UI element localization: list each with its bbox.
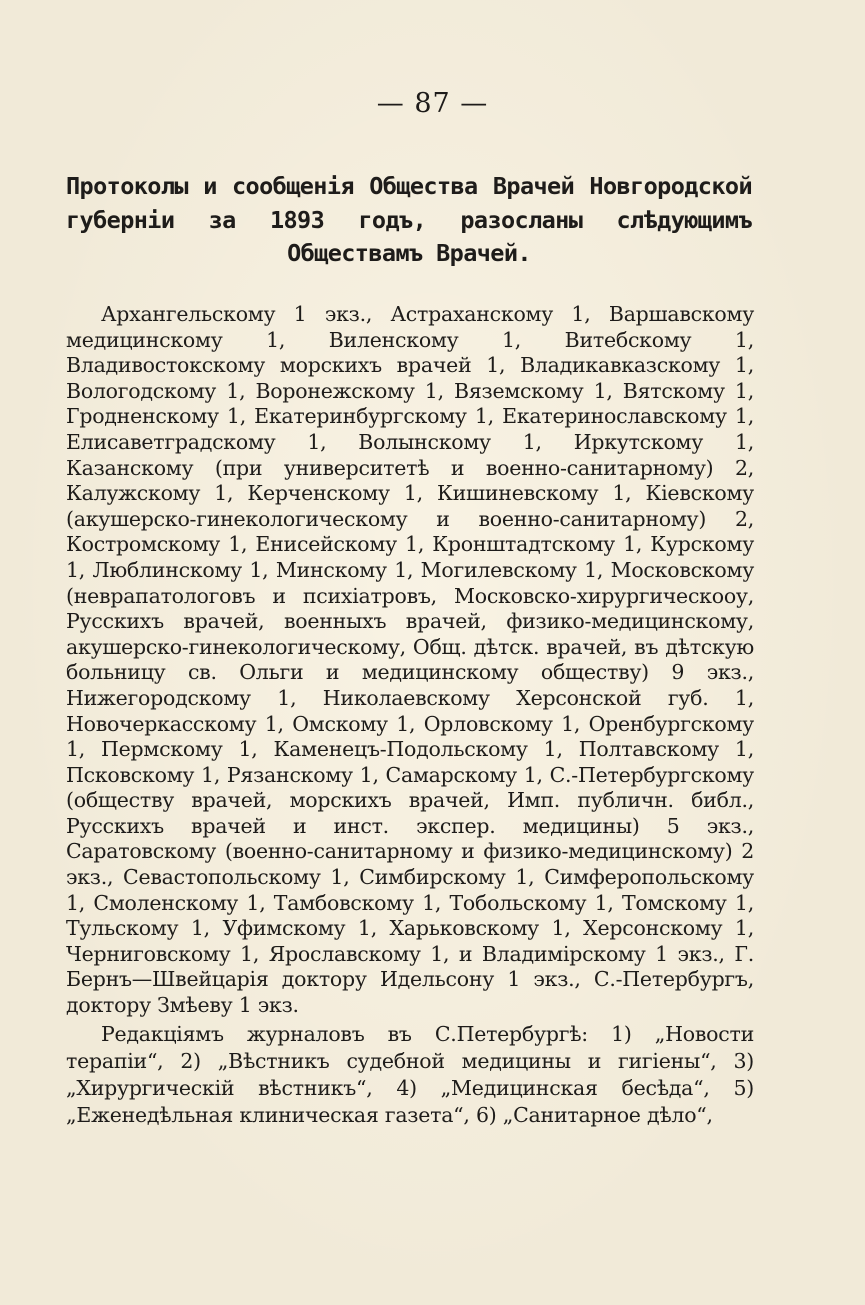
body-text bbox=[66, 302, 754, 1129]
section-title: Протоколы и сообщенія Общества Врачей Новгородской губерніи за 1893 годъ, разосланы слѣдующимъ Обществамъ Врачей. bbox=[66, 172, 752, 267]
paragraph-societies: Архангельскому 1 экз., Астраханскому 1, Варшавскому медицинскому 1, Виленскому 1, Витебскому 1, Владивостокскому морскихъ врачей 1, Владикавказскому 1, Вологодскому 1, Воронежскому 1, Вяземскому 1, Вятскому 1, Гродненскому 1, Екатеринбургскому 1, Екатеринославскому 1, Елисаветградскому 1, Волынскому 1, Иркутскому 1, Казанскому (при университетѣ и военно-санитарному) 2, Калужскому 1, Керченскому 1, Кишиневскому 1, Кіевскому (акушерско-гинекологическому и военно-санитарному) 2, Костромскому 1, Енисейскому 1, Кронштадтскому 1, Курскому 1, Люблинскому 1, Минскому 1, Могилевскому 1, Московскому (неврапатологовъ и психіатровъ, Московско-хирургическоoу, Русскихъ врачей, военныхъ врачей, физико-медицинскому, акушерско-гинекологическому, Общ. дѣтск. врачей, въ дѣтскую больницу св. Ольги и медицинскому обществу) 9 экз., Нижегородскому 1, Николаевскому Херсонской губ. 1, Новочеркасскому 1, Омскому 1, Орловскому 1, Оренбургскому 1, Пермскому 1, Каменецъ-Подольскому 1, Полтавскому 1, Псковскому 1, Рязанскому 1, Самарскому 1, С.-Петербургскому (обществу врачей, морскихъ врачей, Имп. публичн. библ., Русскихъ врачей и инст. экспер. медицины) 5 экз., Саратовскому (военно-санитарному и физико-медицинскому) 2 экз., Севастопольскому 1, Симбирскому 1, Симферопольскому 1, Смоленскому 1, Тамбовскому 1, Тобольскому 1, Томскому 1, Тульскому 1, Уфимскому 1, Харьковскому 1, Херсонскому 1, Черниговскому 1, Ярославскому 1, и Владимірскому 1 экз., Г. Бернъ—Швейцарія доктору Идельсону 1 экз., С.-Петербургъ, доктору Змѣеву 1 экз. bbox=[66, 302, 754, 1018]
page-number: — 87 — bbox=[376, 88, 489, 119]
paragraph-journals: Редакціямъ журналовъ въ С.Петербургѣ: 1) „Новости терапіи“, 2) „Вѣстникъ судебной медицины и гигіены“, 3) „Хирургическій вѣстникъ“, 4) „Медицинская бесѣда“, 5) „Еженедѣльная клиническая газета“, 6) „Санитарное дѣло“, bbox=[66, 1021, 754, 1127]
